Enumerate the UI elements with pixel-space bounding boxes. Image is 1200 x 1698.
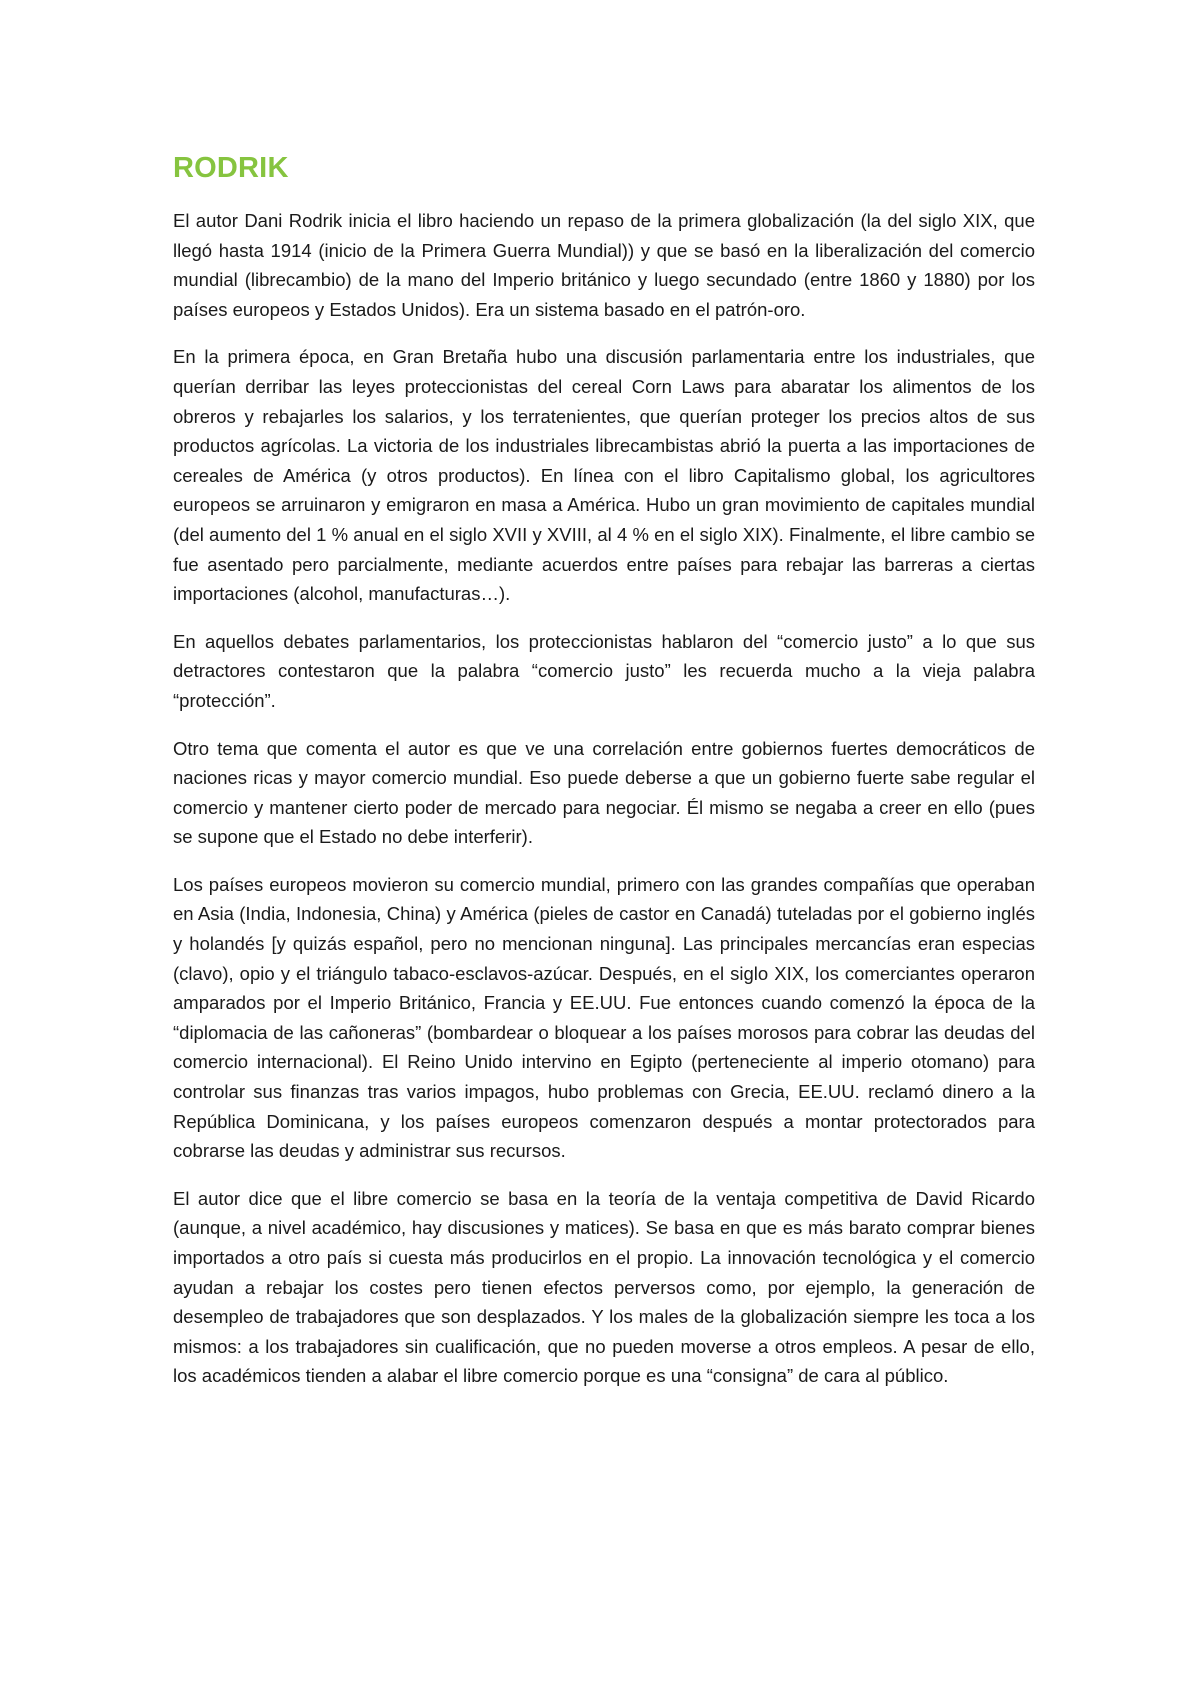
paragraph-5: Los países europeos movieron su comercio mundial, primero con las grandes compañías que operaban en Asia (India, Indonesia, China) y América (pieles de castor en Canadá) tuteladas por el gobierno inglés y holandés [y quizás español, pero no mencionan ninguna]. Las principales mercancías eran especias (clavo), opio y el triángulo tabaco-esclavos-azúcar. Después, en el siglo XIX, los comerciantes operaron amparados por el Imperio Británico, Francia y EE.UU. Fue entonces cuando comenzó la época de la “diplomacia de las cañoneras” (bombardear o bloquear a los países morosos para cobrar las deudas del comercio internacional). El Reino Unido intervino en Egipto (perteneciente al imperio otomano) para controlar sus finanzas tras varios impagos, hubo problemas con Grecia, EE.UU. reclamó dinero a la República Dominicana, y los países europeos comenzaron después a montar protectorados para cobrarse las deudas y administrar sus recursos. xyxy=(173,873,1035,1162)
paragraph-4: Otro tema que comenta el autor es que ve una correlación entre gobiernos fuertes democráticos de naciones ricas y mayor comercio mundial. Eso puede deberse a que un gobierno fuerte sabe regular el comercio y mantener cierto poder de mercado para negociar. Él mismo se negaba a creer en ello (pues se supone que el Estado no debe interferir). xyxy=(173,737,1035,848)
paragraph-1: El autor Dani Rodrik inicia el libro haciendo un repaso de la primera globalización (la del siglo XIX, que llegó hasta 1914 (inicio de la Primera Guerra Mundial)) y que se basó en la liberalización del comercio mundial (librecambio) de la mano del Imperio británico y luego secundado (entre 1860 y 1880) por los países europeos y Estados Unidos). Era un sistema basado en el patrón-oro. xyxy=(173,210,1035,320)
page-title: RODRIK xyxy=(173,152,289,184)
paragraph-3: En aquellos debates parlamentarios, los proteccionistas hablaron del “comercio justo” a lo que sus detractores contestaron que la palabra “comercio justo” les recuerda mucho a la vieja palabra “protección”. xyxy=(173,630,1035,711)
paragraph-6: El autor dice que el libre comercio se basa en la teoría de la ventaja competitiva de David Ricardo (aunque, a nivel académico, hay discusiones y matices). Se basa en que es más barato comprar bienes importados a otro país si cuesta más producirlos en el propio. La innovación tecnológica y el comercio ayudan a rebajar los costes pero tienen efectos perversos como, por ejemplo, la generación de desempleo de trabajadores que son desplazados. Y los males de la globalización siempre les toca a los mismos: a los trabajadores sin cualificación, que no pueden moverse a otros empleos. A pesar de ello, los académicos tienden a alabar el libre comercio porque es una “consigna” de cara al público. xyxy=(173,1187,1035,1387)
paragraph-2: En la primera época, en Gran Bretaña hubo una discusión parlamentaria entre los industriales, que querían derribar las leyes proteccionistas del cereal Corn Laws para abaratar los alimentos de los obreros y rebajarles los salarios, y los terratenientes, que querían proteger los precios altos de sus productos agrícolas. La victoria de los industriales librecambistas abrió la puerta a las importaciones de cereales de América (y otros productos). En línea con el libro Capitalismo global, los agricultores europeos se arruinaron y emigraron en masa a América. Hubo un gran movimiento de capitales mundial (del aumento del 1 % anual en el siglo XVII y XVIII, al 4 % en el siglo XIX). Finalmente, el libre cambio se fue asentado pero parcialmente, mediante acuerdos entre países para rebajar las barreras a ciertas importaciones (alcohol, manufacturas…). xyxy=(173,346,1035,605)
